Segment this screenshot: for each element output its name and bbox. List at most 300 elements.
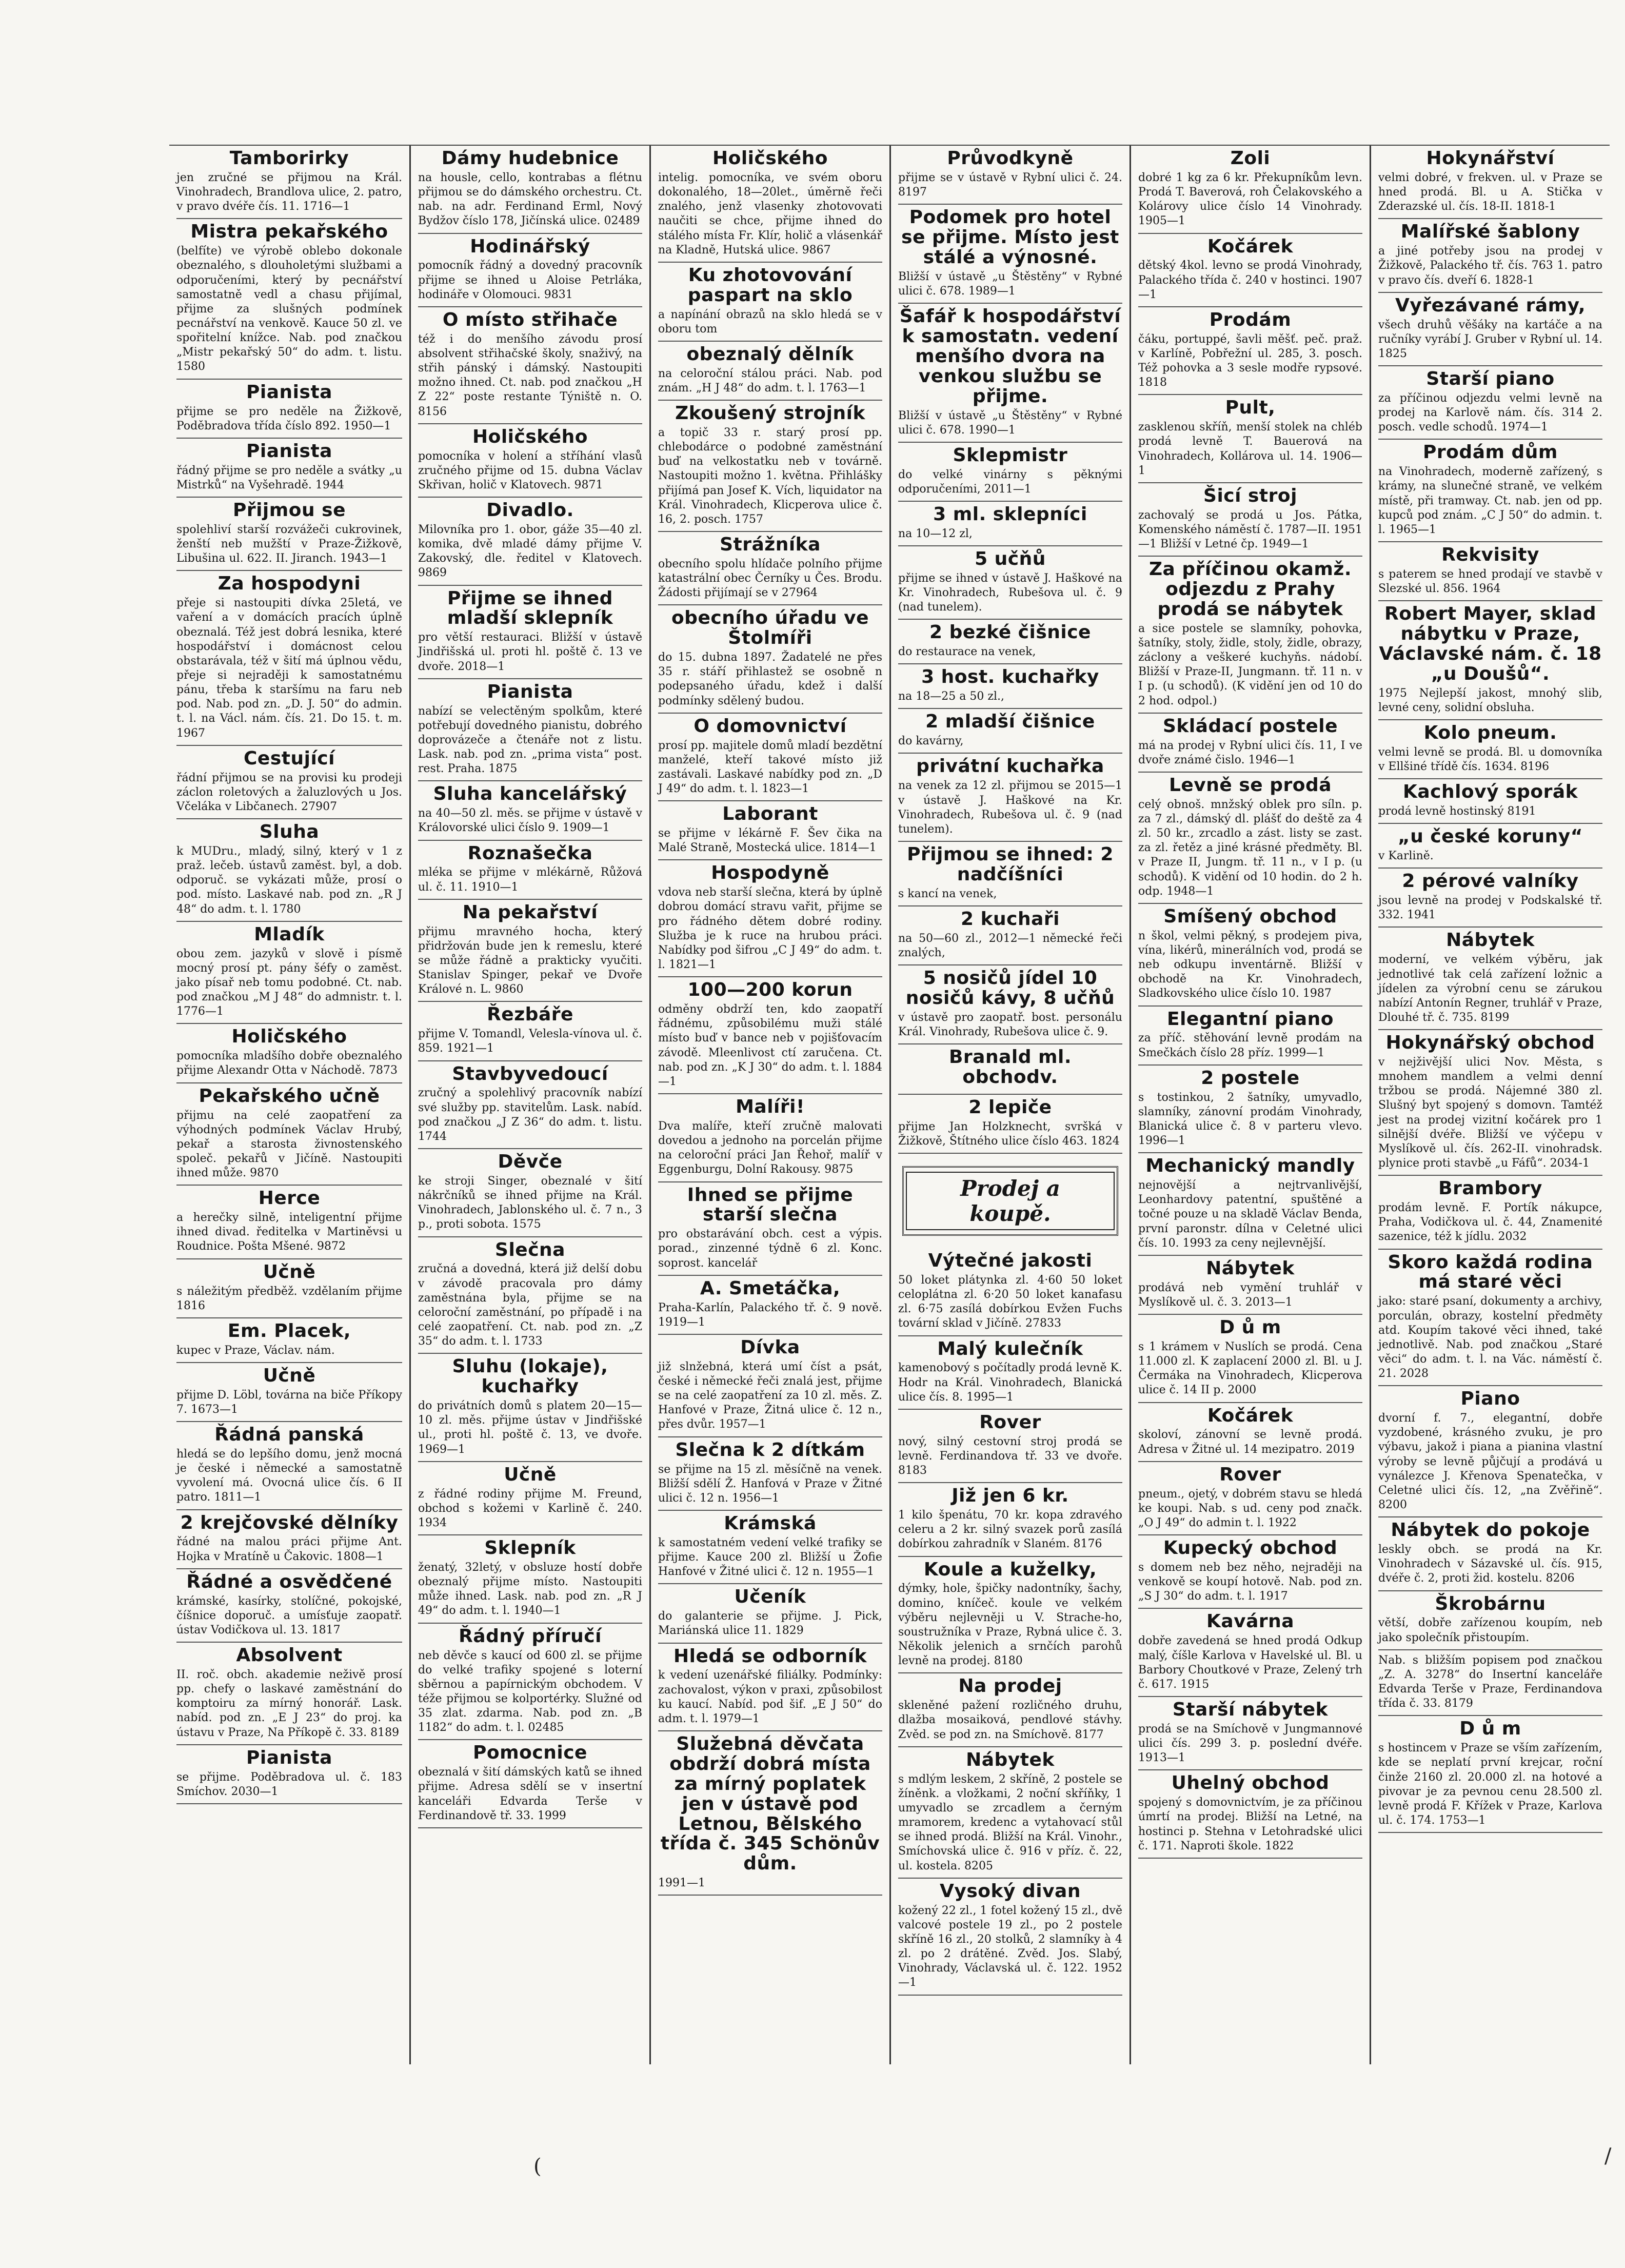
ad-text: prosí pp. majitele domů mladí bezdětní manželé, kteří takové místo již zastávali. Laskavé nabídky pod zn. „D J 49“ do adm. t. l. 1823—1 [658,739,882,796]
classified-ad [418,1354,642,1462]
ad-title: Řezbáře [487,1004,573,1025]
ad-text: s tostinkou, 2 šatníky, umyvadlo, slamníky, zánovní prodám Vinohrady, Blanická ulice č. 8 v parteru vlevo. 1996—1 [1138,1091,1362,1148]
classified-ad [658,1182,882,1276]
ad-text: na Vinohradech, moderně zařízený, s krámy, na slunečné straně, ve velkém místě, při tramway. Ct. nab. jen od pp. kupců pod znám. „C J 50“ do admin. t. l. 1965—1 [1378,465,1602,536]
ad-title: Učně [263,1261,316,1283]
ad-title: Na prodej [958,1675,1062,1697]
ad-text: nejnovější a nejtrvanlivější, Leonhardovy patentní, spuštěné a točné pouze u na skladě Václav Benda, první paronstr. dílna v Celetné ulici čís. 10. 1993 za ceny nejlevnější. [1138,1179,1362,1250]
ad-text: přijmu mravného hocha, který přidržován bude jen k remeslu, které se může řádně a prakticky vyučiti. Stanislav Spinger, pekař ve Dvoře Králové n. L. 9860 [418,925,642,996]
classified-ad [898,965,1122,1044]
column-5 [1129,146,1370,2064]
classified-ad [1138,146,1362,234]
ad-text: na 18—25 a 50 zl., [898,690,1004,703]
classified-ad [176,922,402,1024]
ad-text: a herečky silně, inteligentní přijme ihned divad. ředitelka v Martiněvsi u Roudnice. Pošta Mšené. 9872 [176,1211,402,1253]
ad-title: Kočárek [1207,1405,1294,1426]
ad-title: Hledá se odborník [673,1645,867,1667]
ad-title: Malířské šablony [1400,221,1580,243]
ad-title: Řádné a osvědčené [186,1571,392,1592]
ad-title: Divadlo. [486,500,574,521]
ad-text: do velké vinárny s pěknými odporučeními, 2011—1 [898,468,1122,496]
ad-title: Ihned se přijme starší slečna [687,1184,854,1226]
ad-text: intelig. pomocníka, ve svém oboru dokonalého, 18—20let., úměrně řeči znalého, jenž vlasenky zhotovovati naučiti se chce, přijme ihned do stálého místa Fr. Klír, holič a vlásenkář na Kladně, Hutská ulice. 9867 [658,171,882,257]
ad-text: zasklenou skříň, menší stolek na chléb prodá levně T. Bauerová na Vinohradech, Kollárova ul. 14. 1906—1 [1138,421,1362,477]
ad-title: Robert Mayer, sklad nábytku v Praze, Václavské nám. č. 18 „u Doušů“. [1379,603,1602,684]
ad-title: Krámská [724,1512,817,1534]
ad-text: s mdlým leskem, 2 skříně, 2 postele se žíněnk. a vložkami, 2 noční skříňky, 1 umyvadlo se zrcadlem a černým mramorem, kredenc a vytahovací stůl se ihned prodá. Bližší na Král. Vinohr., Smíchovská ulice č. 916 v příz. č. 22, ul. kostela. 8205 [898,1772,1122,1872]
classified-ad [898,1336,1122,1410]
classified-ad [1138,904,1362,1007]
ad-title: Děvče [498,1151,563,1173]
classified-ad [176,498,402,571]
classified-ad [1378,928,1602,1030]
classified-ad [1378,1250,1602,1387]
ad-text: skleněné pažení rozličného druhu, dlažba mosaiková, pendlové stávhy. Zvěd. se pod zn. na Smíchově. 8177 [898,1699,1122,1741]
ad-title: D ů m [1219,1317,1281,1338]
ad-text: mléka se přijme v mlékárně, Růžová ul. č. 11. 1910—1 [418,866,642,894]
ad-title: Slečna k 2 dítkám [675,1439,865,1461]
ad-text: se přijme v lékárně F. Šev čika na Malé Straně, Mostecká ulice. 1814—1 [658,827,882,855]
ad-text: obou zem. jazyků v slově i písmě mocný prosí pt. pány šéfy o zaměst. jako písař neb tomu podobné. Ct. nab. pod značkou „M J 48“ do admnistr. t. l. 1776—1 [176,947,402,1018]
classified-ad [418,1740,642,1828]
classified-ad [1138,1153,1362,1256]
ad-title: 2 bezké čišnice [929,622,1091,643]
ad-text: přijme D. Löbl, továrna na biče Příkopy 7. 1673—1 [176,1388,402,1416]
ad-text: moderní, ve velkém výběru, jak jednotlivé tak celá zařízení ložnic a jídelen za výrobní cenu se zárukou nabízí Antonín Regner, truhlář v Praze, Dlouhé tř. č. 735. 8199 [1378,953,1602,1024]
column-4 [889,146,1129,2064]
classified-ad [1378,1030,1602,1176]
ad-text: odměny obdrží ten, kdo zaopatří řádnému, způsobilému muži stálé místo buď v bance neb v pojišťovacím závodě. Mleenlivost ctí zaručena. Ct. nab. pod zn. „K J 30“ do adm. t. l. 1884—1 [658,1003,882,1088]
ad-title: Dámy hudebnice [441,148,619,169]
classified-ad [1378,779,1602,824]
ad-title: Cestující [244,747,335,769]
ad-title: Sluhu (lokaje), kuchařky [452,1356,608,1397]
ad-title: Hodinářský [470,235,590,257]
ad-title: Přijme se ihned mladší sklepník [447,587,613,629]
ad-title: Zoli [1230,148,1271,169]
ad-title: Em. Placek, [227,1320,351,1342]
ad-title: Levně se prodá [1168,774,1332,796]
ad-title: 2 postele [1201,1067,1300,1089]
ad-text: do privátních domů s platem 20—15—10 zl. měs. přijme ústav v Jindřišské ul., proti hl. poště č. 13, ve dvoře. 1969—1 [418,1399,642,1456]
ad-title: 100—200 korun [687,979,853,1001]
classified-ad [176,1259,402,1318]
ad-title: Učně [263,1365,316,1386]
ad-text: velmi dobré, v frekven. ul. v Praze se hned prodá. Bl. u A. Stička v Zderazské ul. čís. 18-II. 1818-1 [1378,171,1602,213]
classified-ad [1138,557,1362,714]
ad-title: Přijmou se ihned: 2 nadčíšníci [907,843,1114,885]
classified-ad [1378,293,1602,366]
classified-ad [1138,1609,1362,1697]
classified-ad [176,1024,402,1083]
classified-ad [418,1237,642,1354]
ad-title: Brambory [1438,1178,1542,1199]
classified-ad [1138,1697,1362,1770]
ad-title: privátní kuchařka [916,756,1104,777]
ad-text: přijme se pro neděle na Žižkově, Poděbradova třída číslo 892. 1950—1 [176,405,402,432]
classified-ad [898,1410,1122,1483]
classified-ad [1378,601,1602,720]
ad-text: pneum., ojetý, v dobrém stavu se hledá ke koupi. Nab. s ud. ceny pod značk. „O J 49“ do admin t. l. 1922 [1138,1487,1362,1529]
classified-ad [176,1318,402,1363]
ad-title: Prodám [1209,309,1292,330]
ad-text: větší, dobře zařízenou koupím, neb jako společník přistoupím. [1378,1616,1602,1644]
edge-mark: / [1604,2144,1612,2168]
ad-title: Škrobárnu [1435,1593,1546,1614]
ad-title: D ů m [1459,1718,1521,1740]
ad-title: Rekvisity [1441,544,1539,566]
classified-ad [1378,1591,1602,1650]
classified-ad [658,401,882,532]
ad-text: s hostincem v Praze se vším zařízením, kde se neplatí první krejcar, roční činže 2160 zl. 20.000 zl. na hotové a pivovar je za pevnou cenu 28.500 zl. levně prodá F. Křížek v Praze, Karlova ul. č. 174. 1753—1 [1378,1742,1602,1827]
ad-text: 1 kilo špenátu, 70 kr. kopa zdravého celeru a 2 kr. silný svazek porů zasílá dobírkou zahradník v Slaném. 8176 [898,1509,1122,1551]
classified-ad [1138,1066,1362,1154]
ad-text: dobře zavedená se hned prodá Odkup malý, číšle Karlova v Havelské ul. Bl. u Barbory Choutkové v Praze, Zelený trh č. 617. 1915 [1138,1634,1362,1691]
classified-ad [176,219,402,379]
ad-title: Piano [1460,1388,1520,1410]
ad-text: k samostatném vedení velké trafiky se přijme. Kauce 200 zl. Bližší u Žofie Hanfové v Žitné ulici č. 12 n. 1955—1 [658,1536,882,1579]
classified-ad [898,709,1122,754]
classified-ad [658,1511,882,1584]
ad-text: ženatý, 32letý, v obsluze hostí dobře obeznalý přijme místo. Nastoupiti může ihned. Lask. nab. pod zn. „R J 49“ do adm. t. l. 1940—1 [418,1561,642,1618]
ad-title: Roznašečka [467,842,593,864]
classified-ad [176,1745,402,1804]
ad-text: celý obnoš. mnžský oblek pro síln. p. za 7 zl., dámský dl. plášť do deště za 4 zl. 50 kr., zrcadlo a zást. listy se zast. za zl. řetěz a jiné krásné předměty. Bl. v Praze II, Jungm. tř. 11 n., v I p. (u schodů). K vidění od 10 hodin. do 2 h. odp. 1948—1 [1138,798,1362,898]
ad-text: za příč. stěhování levně prodám na Smečkách číslo 28 příz. 1999—1 [1138,1032,1362,1059]
classified-ad [418,498,642,586]
ad-text: přijme se v ústavě v Rybní ulici č. 24. 8197 [898,171,1122,199]
classified-ad [658,1644,882,1732]
ad-text: spolehliví starší rozvážeči cukrovinek, ženští neb mužští v Praze-Žižkově, Libušina ul. 622. II. Jiranch. 1943—1 [176,523,402,565]
ad-text: a jiné potřeby jsou na prodej v Žižkově, Palackého tř. čís. 763 1. patro v pravo čís. dveří 6. 1828-1 [1378,245,1602,287]
ad-title: Za hospodyni [217,573,361,595]
ad-title: Kavárna [1206,1611,1295,1632]
ad-text: řádní přijmou se na provisi ku prodeji záclon roletových a žaluzlových u Jos. Včeláka v Libčanech. 27907 [176,771,402,813]
ad-title: Prodám dům [1423,442,1558,463]
ad-title: Hokynářský obchod [1385,1032,1595,1054]
ad-title: Sluha kancelářský [433,783,627,805]
ad-text: řádný přijme se pro neděle a svátky „u Mistrků“ na Vyšehradě. 1944 [176,464,402,491]
ad-text: vdova neb starší slečna, která by úplně dobrou domácí stravu vařit, přijme se pro řádného dětem dobré rodiny. Služba je k ruce na hrubou práci. Nabídky pod šifrou „C J 49“ do adm. t. l. 1821—1 [658,886,882,972]
ad-text: s paterem se hned prodají ve stavbě v Slezské ul. 856. 1964 [1378,567,1602,596]
ad-text: skoloví, zánovní se levně prodá. Adresa v Žitné ul. 14 mezipatro. 2019 [1138,1428,1362,1456]
classified-ad [1378,824,1602,869]
ad-title: Vyřezávané rámy, [1395,294,1586,316]
ad-title: Nábytek [1206,1257,1295,1279]
ad-title: Pianista [246,1747,332,1768]
classified-ad [418,146,642,234]
ad-title: Malíři! [736,1096,805,1118]
ad-text: a topič 33 r. starý prosí pp. chlebodárce o podobné zaměstnání buď na velkostatku neb v továrně. Nastoupiti možno 1. května. Přihlášky přijímá pan Josef K. Vích, liquidator na Král. Vinohradech, Klicperova ulice č. 16, 2. posch. 1757 [658,426,882,526]
ad-title: O místo střihače [442,309,618,330]
ad-text: do 15. dubna 1897. Žadatelé ne přes 35 r. stáří přihlastež se osobně n podepsaného úřadu, kdež i další podmínky sdělený budou. [658,651,882,707]
ad-text: obeznalá v šití dámských katů se ihned přijme. Adresa sdělí se v insertní kanceláři Edvarda Terše v Ferdinandově tř. 33. 1999 [418,1766,642,1822]
ad-title: Laborant [722,803,818,825]
ad-title: Rover [979,1411,1041,1433]
ad-text: se přijme na 15 zl. měsíčně na venek. Bližší sdělí Ž. Hanfová v Praze v Žitné ulici č. 12 n. 1956—1 [658,1463,882,1505]
column-3 [649,146,889,2064]
ad-text: Bližší v ústavě „u Štěstěny“ v Rybné ulici č. 678. 1990—1 [898,409,1122,437]
ad-title: Holičského [472,426,588,447]
ad-text: s náležitým předběž. vzdělaním přijme 1816 [176,1285,402,1312]
ad-title: Mistra pekařského [190,221,388,243]
ad-text: 1991—1 [658,1877,705,1890]
ad-text: dětský 4kol. levno se prodá Vinohrady, Palackého třída č. 240 v hostinci. 1907—1 [1138,259,1362,301]
ad-text: již slnžebná, která umí číst a psát, české i německé řeči znalá jest, přijme se na celé zaopatření za 10 zl. měs. Z. Hanfové v Praze, Žitná ulice č. 12 n., přes dvůr. 1957—1 [658,1360,882,1431]
classified-ad [1378,720,1602,779]
section-banner-label: Prodej a koupě. [906,1172,1115,1230]
ad-title: Učně [504,1464,557,1485]
ad-text: má na prodej v Rybní ulici čís. 11, I ve dvoře známé čislo. 1946—1 [1138,739,1362,766]
ad-text: pomocníka mladšího dobře obeznalého přijme Alexandr Otta v Náchodě. 7873 [176,1050,402,1077]
ad-text: jen zručné se přijmou na Král. Vinohradech, Brandlova ulice, 2. patro, v pravo dvéře čís. 11. 1716—1 [176,171,402,213]
classified-ad [658,1437,882,1511]
classified-ad [418,1462,642,1535]
ad-text: z řádné rodiny přijme M. Freund, obchod s kožemi v Karlině č. 240. 1934 [418,1487,642,1529]
classified-ad [658,860,882,977]
ad-text: pro obstarávání obch. cest a výpis. porad., zinzenné týdně 6 zl. Konc. soprost. kancelář [658,1228,882,1270]
ad-text: Praha-Karlín, Palackého tř. č. 9 nově. 1919—1 [658,1301,882,1329]
classified-ad [658,146,882,263]
classified-ad [898,546,1122,620]
ad-text: s 1 krámem v Nuslích se prodá. Cena 11.000 zl. K zaplacení 2000 zl. Bl. u J. Čermáka na Vinohradech, Klicperova ulice č. 14 II p. 2000 [1138,1340,1362,1397]
classified-ad [176,146,402,219]
classified-ad [898,620,1122,664]
classified-ad [418,234,642,307]
ad-text: všech druhů věšáky na kartáče a na ručníky vyrábí J. Gruber v Rybní ul. 14. 1825 [1378,318,1602,360]
ad-title: Malý kulečník [937,1338,1083,1359]
classified-ad [1138,1770,1362,1859]
ad-text: Milovníka pro 1. obor, gáže 35—40 zl. komika, dvě mladé dámy přijme V. Zakovský, dle. ředitel v Klatovech. 9869 [418,523,642,580]
ad-title: Výtečné jakosti [928,1250,1093,1272]
ad-text: 1975 Nejlepší jakost, mnohý slib, levné ceny, solidní obsluha. [1378,686,1602,714]
ad-title: Přijmou se [232,500,346,521]
classified-ad [658,714,882,802]
classified-ad [1138,714,1362,773]
classified-ad [898,146,1122,205]
ad-text: kupec v Praze, Václav. nám. [176,1344,335,1357]
ad-text: Bližší v ústavě „u Štěstěny“ v Rybné ulici č. 678. 1989—1 [898,270,1122,298]
ad-title: Za příčinou okamž. odjezdu z Prahy prodá se nábytek [1148,559,1352,620]
ad-title: Kolo pneum. [1423,722,1557,744]
ad-title: Hospodyně [711,862,829,884]
ad-text: Nab. s bližším popisem pod značkou „Z. A. 3278“ do Insertní kanceláře Edvarda Terše v Praze, Ferdinandova třída č. 33. 8179 [1378,1653,1602,1710]
ad-text: obecního spolu hlídače polního přijme katastrální obec Černíky u Čes. Brodu. Žádosti přijímají se v 27964 [658,557,882,600]
ad-title: Holičského [231,1026,347,1048]
ad-text: s kancí na venek, [898,887,997,900]
classified-ad [898,1557,1122,1674]
classified-ad [658,1276,882,1335]
classified-ad [176,1363,402,1422]
ad-text: zručný a spolehlivý pracovník nabízí své služby pp. stavitelům. Lask. nabíd. pod značkou „J Z 36“ do adm. t. listu. 1744 [418,1087,642,1143]
ad-title: Zkoušený strojník [675,403,865,424]
ad-text: řádné na malou práci přijme Ant. Hojka v Mratíně u Čakovic. 1808—1 [176,1535,402,1563]
ad-title: Mladík [254,923,325,945]
classified-ad [1138,395,1362,483]
ad-text: dýmky, hole, špičky nadontníky, šachy, domino, kníčeč. koule ve velkém výběru nejlevněji u V. Strache-ho, soustružníka v Praze, Rybná ulice č. 3. Několik jelenich a srnčích parohů levně na prodej. 8180 [898,1582,1122,1668]
classified-ad [176,1422,402,1510]
ad-text: ke stroji Singer, obeznalé v šití nákrčníků se ihned přijme na Král. Vinohradech, Jablonského ul. č. 7 n., 3 p., proti sobota. 1575 [418,1174,642,1231]
classified-ad [418,424,642,498]
ad-title: Strážníka [720,534,821,556]
ad-text: n škol, velmi pěkný, s prodejem piva, vína, likérů, minerálních vod, prodá se neb odkupu inventárně. Bližší v obchodě na Kr. Vinohradech, Sladkovského ulice číslo 10. 1987 [1138,929,1362,1000]
classified-ad [898,1747,1122,1879]
ad-title: Řádný příručí [459,1625,602,1647]
classified-ad [1378,1650,1602,1717]
ad-title: 2 lepiče [968,1096,1052,1118]
classified-ad [1138,307,1362,396]
ad-title: Pianista [246,440,332,462]
ad-text: k MUDru., mladý, silný, který v 1 z praž. lečeb. ústavů zaměst. byl, a dob. odporuč. se vykázati může, prosí o pod. místo. Laskavé nab. pod zn. „R J 48“ do adm. t. l. 1780 [176,845,402,916]
classified-ad [1138,234,1362,307]
classified-columns [169,145,1610,2064]
ad-text: kožený 22 zl., 1 fotel kožený 15 zl., dvě valcové postele 19 zl., po 2 postele skříně 16 zl., 20 stolků, 2 slamníky à 4 zl. po 2 drátěné. Zvěd. Jos. Slabý, Vinohrady, Václavská ul. č. 122. 1952—1 [898,1904,1122,1989]
ad-text: s domem neb bez něho, nejraději na venkově se koupí hotově. Nab. pod zn. „S J 30“ do adm. t. l. 1917 [1138,1561,1362,1603]
classified-ad [898,754,1122,842]
ad-text: do galanterie se přijme. J. Pick, Mariánská ulice 11. 1829 [658,1610,882,1638]
ad-title: Hokynářství [1426,148,1555,169]
ad-title: Podomek pro hotel se přijme. Místo jest stálé a výnosné. [901,207,1119,268]
classified-ad [1138,1403,1362,1462]
ad-title: Tamborirky [229,148,349,169]
ad-text: prodá levně hostinský 8191 [1378,805,1536,818]
ad-title: 2 pérové valníky [1402,871,1579,892]
classified-ad [658,605,882,713]
classified-ad [176,439,402,498]
classified-ad [658,801,882,860]
ad-title: 5 nosičů jídel 10 nosičů kávy, 8 učňů [905,968,1115,1009]
ad-text: na venek za 12 zl. přijmou se 2015—1 v ústavě J. Haškové na Kr. Vinohradech, Rubešova ul. č. 9 (nad tunelem). [898,779,1122,836]
ad-text: prodá se na Smíchově v Jungmannové ulici čís. 299 3. p. poslední dvéře. 1913—1 [1138,1722,1362,1765]
ad-title: Šicí stroj [1203,485,1297,506]
ad-text: pomocník řádný a dovedný pracovník přijme se ihned u Aloise Petrláka, hodináře v Olomouci. 9831 [418,259,642,301]
ad-text: k vedení uzenářské filiálky. Podmínky: zachovalost, výkon v praxi, způsobilost ku kaucí. Nabíd. pod šif. „E J 50“ do adm. t. l. 1979—1 [658,1669,882,1725]
classified-ad [1378,440,1602,542]
classified-ad [1138,1315,1362,1403]
ad-text: a sice postele se slamníky, pohovka, šatníky, stoly, židle, stoly, židle, obrazy, záclony a veškeré kuchyňs. nádobí. Bližší v Praze-II, Jungmann. tř. 11 n. v I p. (u schodů). (K vidění jen od 10 do 2 hod. odpol.) [1138,622,1362,707]
ad-title: Pianista [487,681,573,702]
classified-ad [418,307,642,424]
classified-ad [418,1061,642,1150]
column-6 [1370,146,1610,2064]
ad-text: zachovalý se prodá u Jos. Pátka, Komenského náměstí č. 1787—II. 1951—1 Bližší v Letné čp. 1949—1 [1138,508,1362,551]
ad-text: dobré 1 kg za 6 kr. Překupníkům levn. Prodá T. Baverová, roh Čelakovského a Kolárovy ulice číslo 14 Vinohrady. 1905—1 [1138,171,1362,228]
ad-title: Koule a kuželky, [923,1559,1097,1580]
ad-title: Starší piano [1426,368,1555,390]
classified-ad [898,443,1122,502]
ad-title: Rover [1219,1464,1281,1485]
ad-title: Nábytek [1446,930,1535,951]
classified-ad [898,1879,1122,1996]
ad-title: 5 učňů [975,548,1046,570]
ad-text: pro větší restauraci. Bližší v ústavě Jindřišská ul. proti hl. poště č. 13 ve dvoře. 2018—1 [418,631,642,673]
ad-title: 2 kuchaři [960,908,1060,930]
classified-ad [1138,1007,1362,1066]
classified-ad [176,380,402,439]
ad-title: 2 krejčovské dělníky [180,1512,399,1533]
ad-text: prodává neb vymění truhlář v Myslíkově ul. č. 3. 2013—1 [1138,1281,1362,1309]
classified-ad [418,841,642,900]
section-banner [902,1166,1118,1236]
classified-ad [176,571,402,745]
ad-text: zručná a dovedná, která již delší dobu v závodě pracovala pro dámy zaměstnána byla, přijme se na celoroční zaměstnání, po případě i na celé zaopatření. Ct. nab. pod zn. „Z 35“ do adm. t. l. 1733 [418,1263,642,1348]
classified-ad [1378,1176,1602,1249]
ad-title: Kočárek [1207,235,1294,257]
classified-ad [898,1095,1122,1154]
ad-title: Sklepmistr [953,444,1068,466]
classified-ad [176,1186,402,1259]
classified-ad [658,532,882,605]
classified-ad [1138,1535,1362,1609]
classified-ad [898,1044,1122,1095]
ad-text: na celoroční stálou práci. Nab. pod znám. „H J 48“ do adm. t. l. 1763—1 [658,367,882,395]
ad-title: 3 ml. sklepníci [933,504,1087,525]
ad-title: Pianista [246,381,332,403]
column-2 [409,146,649,2064]
ad-text: hledá se do lepšího domu, jenž mocná je české i německé a samostatně vyvolení má. Ovocná ulice čís. 6 II patro. 1811—1 [176,1447,402,1504]
ad-title: Slečna [495,1239,565,1260]
ad-text: pomocníka v holení a stříhání vlasů zručného přijme od 15. dubna Václav Skřivan, holič v Klatovech. 9871 [418,449,642,491]
classified-ad [176,746,402,819]
ad-title: Branald ml. obchodv. [948,1047,1072,1088]
ad-title: Smíšený obchod [1163,905,1337,927]
ad-text: za příčinou odjezdu velmi levně na prodej na Karlově nám. čís. 314 2. posch. vedle schodů. 1974—1 [1378,391,1602,434]
ad-text: přijme Jan Holzknecht, svršká v Žižkově, Štítného ulice číslo 463. 1824 [898,1120,1122,1148]
classified-ad [658,977,882,1094]
classified-ad [658,1731,882,1896]
ad-text: 50 loket plátynka zl. 4·60 50 loket celoplátna zl. 6·20 50 loket kanafasu zl. 6·75 zasílá dobírkou Evžen Fuchs tovární sklad v Jičíně. 27833 [898,1273,1122,1330]
classified-ad [418,1149,642,1237]
ad-title: obecního úřadu ve Štolmíři [671,607,869,649]
ad-text: a napínání obrazů na sklo hledá se v oboru tom [658,308,882,336]
ad-text: přijmu na celé zaopatření za výhodných podmínek Václav Hrubý, pekař a starosta živnostenského společ. pekařů v Jičíně. Nastoupiti ihned může. 9870 [176,1109,402,1180]
ad-title: Uhelný obchod [1171,1772,1330,1794]
ad-title: Mechanický mandly [1145,1155,1355,1177]
ad-title: Učeník [734,1586,806,1608]
ad-text: do restaurace na venek, [898,645,1036,659]
ad-text: v ústavě pro zaopatř. bost. personálu Král. Vinohrady, Rubešova ulice č. 9. [898,1011,1122,1038]
ad-title: Nábytek do pokoje [1391,1520,1590,1541]
ad-text: nabízí se velectěným spolkům, které potřebují dovedného pianistu, dobrého doprovázeče a čtenáře not z listu. Lask. nab. pod zn. „prima vista“ post. rest. Praha. 1875 [418,704,642,776]
classified-ad [176,819,402,922]
ad-text: spojený s domovnictvím, je za příčinou úmrtí na prodej. Bližší na Letné, na hostinci p. Stehna v Letohradské ulici č. 171. Naproti škole. 1822 [1138,1796,1362,1852]
classified-ad [898,1483,1122,1556]
classified-ad [898,304,1122,443]
ad-title: Sklepník [484,1537,576,1559]
classified-ad [1138,773,1362,904]
ad-title: Sluha [259,821,320,843]
ad-text: krámské, kasírky, stolíčné, pokojské, číšnice doporuč. a umísťuje zaopatř. ústav Vodičkova ul. 13. 1817 [176,1594,402,1636]
classified-ad [418,679,642,782]
ad-title: Na pekařství [462,901,598,923]
classified-ad [898,502,1122,546]
classified-ad [658,1335,882,1437]
ad-title: Elegantní piano [1166,1008,1334,1030]
ad-text: přijme se ihned v ústavě J. Haškové na Kr. Vinohradech, Rubešova ul. č. 9 (nad tunelem). [898,571,1122,614]
ad-text: prodám levně. F. Portík nákupce, Praha, Vodičkova ul. č. 44, Znamenité sazenice, též k jídlu. 2032 [1378,1201,1602,1244]
classified-ad [418,586,642,679]
classified-ad [898,1673,1122,1747]
ad-text: Dva malíře, kteří zručně malovati dovedou a jednoho na porcelán přijme na celoroční práci Jan Řehoř, malíř v Eggenburgu, Dolní Rakousy. 9875 [658,1119,882,1176]
ad-title: Dívka [740,1336,800,1358]
ad-text: přeje si nastoupiti dívka 25letá, ve vaření a v domácích pracích úplně obeznalá. Též jest dobrá lesnika, které hospodářství i domácnost celou obstarávala, též v šití má úplnou vědu, přeje si nejraději k samostatnému pánu, třeba k staršímu na faru neb pod. Nab. pod zn. „D. J. 50“ do admin. t. l. na Václ. nám. čís. 21. Do 15. t. m. 1967 [176,597,402,740]
ad-title: Ku zhotovování paspart na sklo [687,264,853,306]
ad-title: Herce [258,1188,321,1209]
ad-text: dvorní f. 7., elegantní, dobře vyzdobené, krásného zvuku, je pro výbavu, jakož i piana a pianina vlastní výroby se levně půjčují a prodává u vynálezce J. Křenova Spenatečka, v Celetné ulici čís. 12, „na Zvěřině“. 8200 [1378,1412,1602,1512]
ad-text: na 50—60 zl., 2012—1 německé řeči znalých, [898,932,1122,959]
ad-text: na 10—12 zl, [898,527,973,540]
ad-text: (belfíte) ve výrobě oblebo dokonale obeznalého, s dlouholetými službami a odporučeními, který by pecnářství samostatně vedl a chasu přijímal, přijme za slušných podmínek pecnářství na venkově. Kauce 50 zl. ve spořitelní knížce. Nab. pod značkou „Mistr pekařský 50“ do adm. t. listu. 1580 [176,245,402,373]
